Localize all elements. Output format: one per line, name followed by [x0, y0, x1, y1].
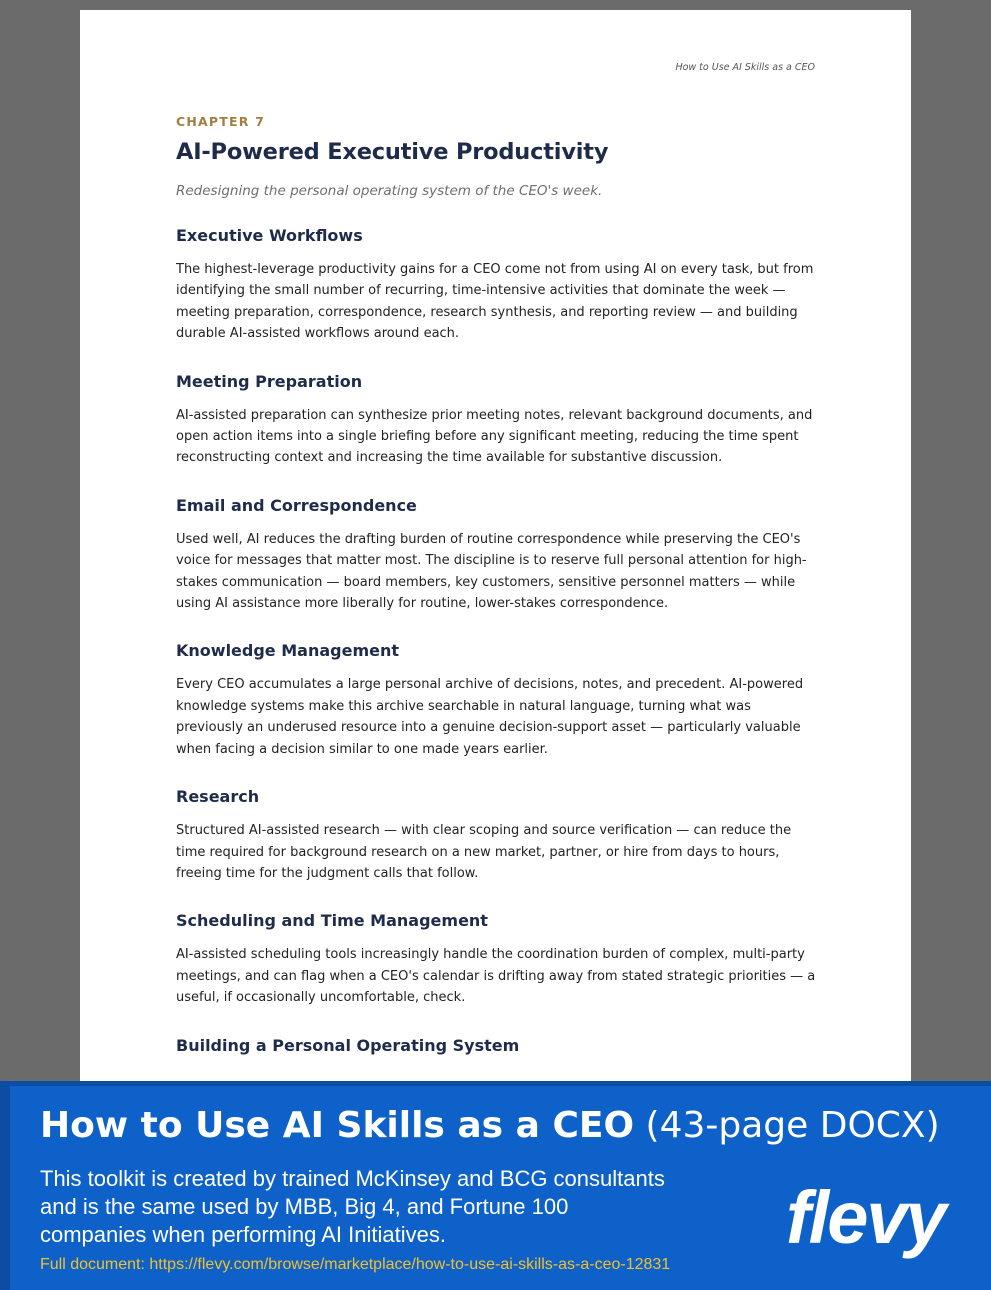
section-heading: Research	[176, 787, 260, 807]
section-building-a-personal-operating-system	[176, 1036, 818, 1055]
section-heading: Knowledge Management	[176, 641, 399, 661]
chapter-title: AI-Powered Executive Productivity	[176, 139, 609, 165]
section-body: AI-assisted preparation can synthesize prior meeting notes, relevant background documents, and open action items into a single briefing before any significant meeting, reducing the time spent reconstructing context and increasing the time available for substantive discussion.	[176, 407, 813, 466]
section-heading: Scheduling and Time Management	[176, 911, 488, 931]
banner-title-suffix: (43-page DOCX)	[634, 1105, 940, 1146]
link-label: Full document:	[40, 1256, 150, 1273]
banner-description: This toolkit is created by trained McKinsey and BCG consultants and is the same used by MBB, Big 4, and Fortune 100 companies when performing AI Initiatives.	[40, 1166, 665, 1247]
logo-text: flevy	[786, 1176, 945, 1259]
banner-left-edge	[0, 1081, 10, 1290]
running-header: How to Use AI Skills as a CEO	[675, 62, 815, 73]
section-email-and-correspondence	[176, 496, 818, 615]
banner-title	[40, 1105, 940, 1146]
promo-banner	[0, 1081, 991, 1290]
section-body: The highest-leverage productivity gains for a CEO come not from using AI on every task, but from identifying the small number of recurring, time-intensive activities that dominate the week — meeting preparation, correspondence, research synthesis, and reporting review — and building durable AI-assisted workflows around each.	[176, 262, 814, 342]
section-body: Structured AI-assisted research — with clear scoping and source verification — can reduce the time required for background research on a new market, partner, or hire from days to hours, freeing time for the judgment calls that follow.	[176, 823, 792, 881]
flevy-logo[interactable]	[786, 1176, 945, 1259]
section-body: Every CEO accumulates a large personal archive of decisions, notes, and precedent. AI-powered knowledge systems make this archive searchable in natural language, turning what was previously an underused resource into a genuine decision-support asset — particularly valuable when facing a decision similar to one made years earlier.	[176, 677, 804, 757]
chapter-subtitle: Redesigning the personal operating system of the CEO's week.	[176, 183, 603, 199]
link-url[interactable]: https://flevy.com/browse/marketplace/how-to-use-ai-skills-as-a-ceo-12831	[149, 1256, 671, 1273]
section-meeting-preparation	[176, 372, 818, 469]
section-executive-workflows	[176, 226, 818, 345]
section-heading: Meeting Preparation	[176, 371, 363, 391]
banner-top-border	[0, 1081, 991, 1086]
section-heading: Building a Personal Operating System	[176, 1035, 520, 1055]
section-knowledge-management	[176, 641, 818, 760]
section-scheduling-and-time-management	[176, 911, 818, 1008]
chapter-label: CHAPTER 7	[176, 114, 266, 129]
full-document-link[interactable]	[40, 1256, 670, 1274]
page-content	[176, 114, 818, 1055]
section-body: Used well, AI reduces the drafting burden of routine correspondence while preserving the CEO's voice for messages that matter most. The discipline is to reserve full personal attention for high-stakes communication — board members, key customers, sensitive personnel matters — while using AI assistance more liberally for routine, lower-stakes correspondence.	[176, 531, 807, 612]
section-body: AI-assisted scheduling tools increasingly handle the coordination burden of complex, multi-party meetings, and can flag when a CEO's calendar is drifting away from stated strategic priorities — a useful, if occasionally uncomfortable, check.	[176, 947, 816, 1006]
banner-title-main: How to Use AI Skills as a CEO	[40, 1105, 635, 1146]
document-page	[80, 10, 911, 1085]
section-heading: Executive Workflows	[176, 226, 363, 245]
section-research	[176, 787, 818, 884]
section-heading: Email and Correspondence	[176, 495, 417, 515]
